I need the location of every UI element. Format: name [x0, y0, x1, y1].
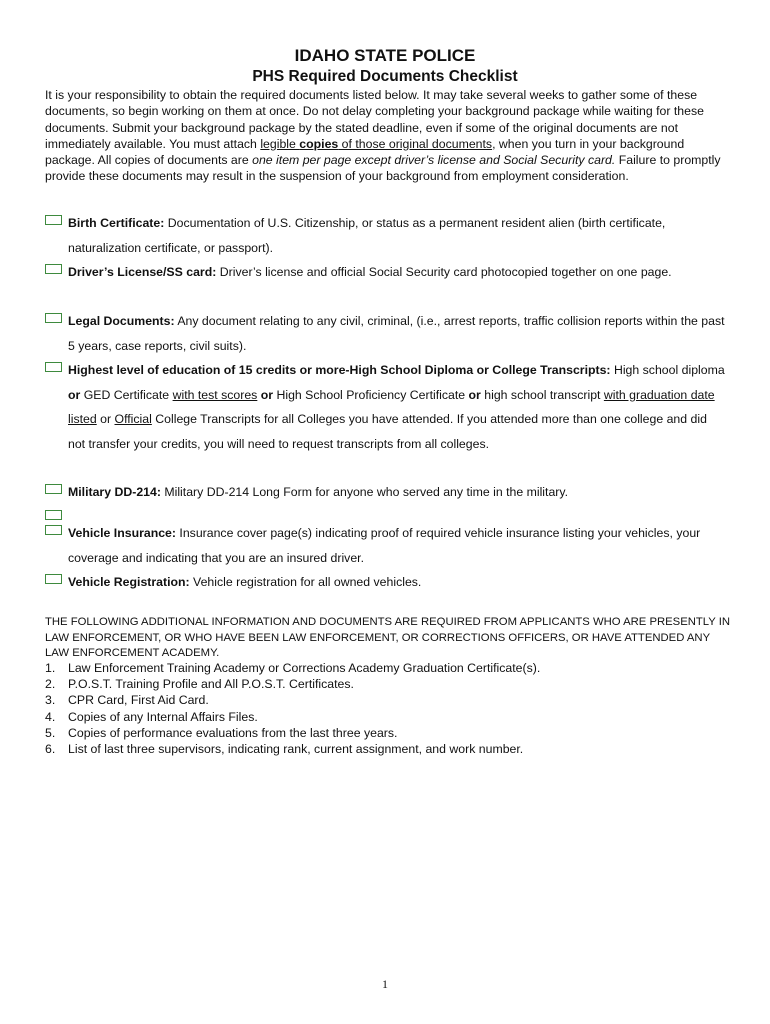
education-text-6: or	[96, 412, 115, 426]
intro-underline-1: legible	[260, 136, 300, 151]
intro-text-3: Failure to promptly provide these documents may result in the suspension of your background from employment consideration.	[45, 153, 721, 184]
checklist-item-registration	[45, 570, 725, 595]
legal-label: Legal Documents:	[68, 314, 175, 328]
intro-paragraph	[45, 87, 735, 185]
list-number: 4.	[45, 709, 56, 724]
military-text: Military DD-214 Long Form for anyone who served any time in the military.	[160, 485, 569, 499]
checklist-item-license	[45, 260, 725, 285]
list-number: 6.	[45, 742, 56, 757]
insurance-label: Vehicle Insurance:	[68, 526, 176, 540]
registration-text: Vehicle registration for all owned vehicles.	[189, 575, 422, 589]
list-item	[45, 725, 735, 741]
list-text: Copies of performance evaluations from the last three years.	[68, 725, 398, 740]
list-number: 3.	[45, 693, 56, 708]
license-label: Driver’s License/SS card:	[68, 265, 217, 279]
education-text-5: high school transcript	[480, 387, 604, 402]
checklist-item-legal	[45, 309, 725, 358]
birth-text: Documentation of U.S. Citizenship, or status as a permanent resident alien (birth certificate, naturalization certificate, or passport).	[68, 216, 666, 255]
checkbox-empty[interactable]	[45, 510, 62, 520]
license-text: Driver’s license and official Social Security card photocopied together on one page.	[216, 265, 672, 279]
list-number: 5.	[45, 725, 56, 740]
education-text-1: High school diploma	[610, 363, 725, 377]
birth-label: Birth Certificate:	[68, 216, 165, 230]
checkbox-military[interactable]	[45, 484, 62, 494]
page-number: 1	[382, 977, 388, 991]
checkbox-insurance[interactable]	[45, 525, 62, 535]
registration-label: Vehicle Registration:	[68, 575, 190, 589]
checklist-item-education	[45, 358, 725, 456]
list-number: 1.	[45, 661, 56, 675]
checkbox-education[interactable]	[45, 362, 62, 372]
list-text: Copies of any Internal Affairs Files.	[68, 709, 258, 724]
intro-text-1: It is your responsibility to obtain the required documents listed below. It may take several weeks to gather some of these documents, so begin working on them at once. Do not delay completing your background package while waiting for these documents. Submit your background package by the stated deadline, even if some of the original documents are not immediately available. You must attach	[45, 88, 704, 151]
insurance-text: Insurance cover page(s) indicating proof of required vehicle insurance listing your vehicles, your coverage and indicating that you are an insured driver.	[68, 526, 701, 565]
education-label: Highest level of education of 15 credits or more-High School Diploma or College Transcripts:	[68, 363, 611, 377]
checkbox-license[interactable]	[45, 264, 62, 274]
legal-text: Any document relating to any civil, criminal, (i.e., arrest reports, traffic collision reports within the past 5 years, case reports, civil suits).	[68, 314, 725, 353]
list-item	[45, 676, 735, 692]
checkbox-legal[interactable]	[45, 313, 62, 323]
list-item	[45, 660, 735, 676]
education-or-3: or	[468, 387, 481, 402]
checkbox-birth[interactable]	[45, 215, 62, 225]
education-text-2: GED Certificate	[80, 387, 173, 402]
list-text: Law Enforcement Training Academy or Corrections Academy Graduation Certificate(s).	[68, 661, 541, 675]
education-text-7: College Transcripts for all Colleges you have attended. If you attended more than one college and did not transfer your credits, you will need to request transcripts from all colleges.	[68, 412, 707, 451]
additional-documents-list	[45, 660, 735, 757]
page-subtitle: PHS Required Documents Checklist	[252, 68, 518, 85]
education-underline-2: with graduation date listed	[68, 387, 715, 426]
list-text: P.O.S.T. Training Profile and All P.O.S.T. Certificates.	[68, 677, 354, 692]
list-text: CPR Card, First Aid Card.	[68, 693, 209, 708]
intro-italic: one item per page except driver’s license and Social Security card.	[252, 153, 616, 168]
intro-text-2: , when you turn in your background package. All copies of documents are	[45, 136, 685, 168]
checklist-item-birth	[45, 211, 725, 260]
intro-underline-bold: copies	[299, 136, 339, 151]
education-underline-1: with test scores	[172, 387, 258, 402]
list-item	[45, 709, 735, 725]
page-title: IDAHO STATE POLICE	[294, 46, 476, 65]
education-underline-3: Official	[114, 412, 152, 426]
education-or-2: or	[260, 387, 274, 402]
intro-underline-2: of those original documents	[338, 136, 493, 151]
checkbox-registration[interactable]	[45, 574, 62, 584]
military-label: Military DD-214:	[68, 485, 161, 499]
education-or-1: or	[68, 387, 81, 402]
list-item	[45, 741, 735, 757]
checklist-item-military	[45, 480, 725, 505]
list-number: 2.	[45, 677, 56, 692]
list-text: List of last three supervisors, indicating rank, current assignment, and work number.	[68, 742, 524, 757]
list-item	[45, 692, 735, 708]
education-text-4: High School Proficiency Certificate	[273, 387, 469, 402]
checklist-item-insurance	[45, 521, 725, 570]
additional-requirements-heading: THE FOLLOWING ADDITIONAL INFORMATION AND DOCUMENTS ARE REQUIRED FROM APPLICANTS WHO ARE PRESENTLY IN LAW ENFORCEMENT, OR WHO HAVE BEEN LAW ENFORCEMENT, OR CORRECTIONS OFFICERS, OR HAVE ATTENDED ANY LAW ENFORCEMENT ACADEMY.	[45, 616, 731, 659]
